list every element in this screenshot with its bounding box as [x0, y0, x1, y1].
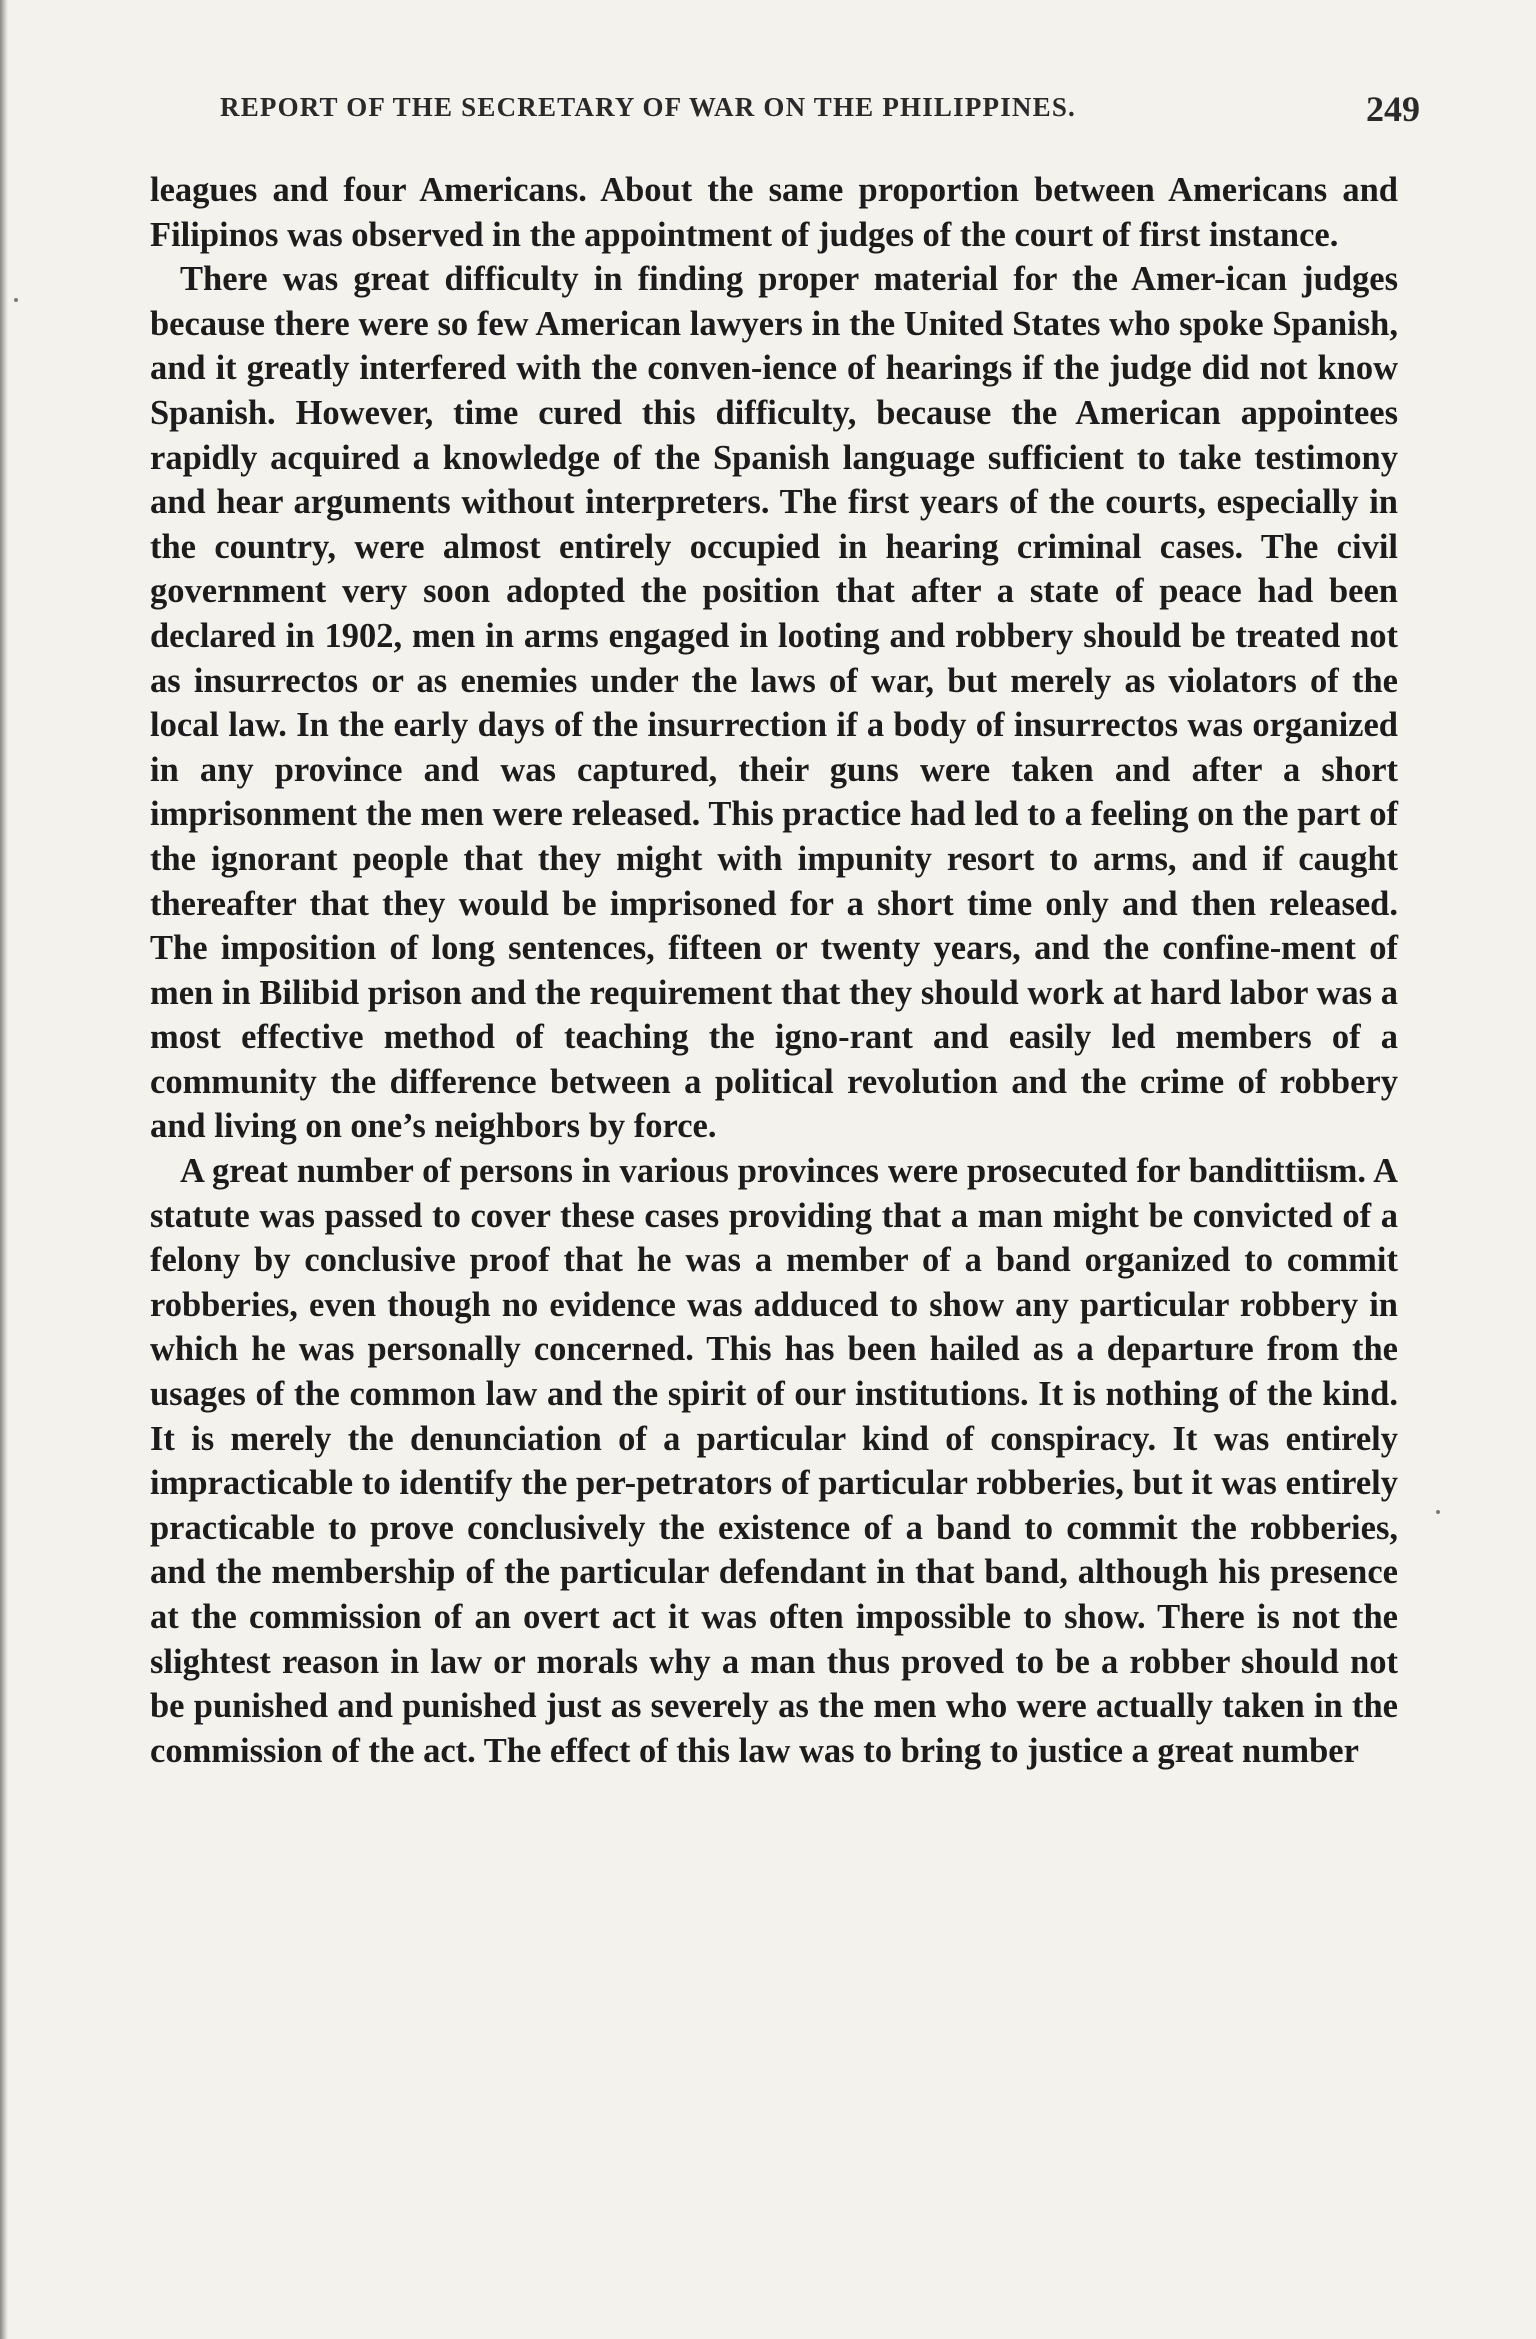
paragraph-banditry: A great number of persons in various provinces were prosecuted for bandittiism. A statute was passed to cover these cases providing that a man might be convicted of a felony by conclusive proof that he was a member of a band organized to commit robberies, even though no evidence was adduced to show any particular robbery in which he was personally concerned. This has been hailed as a departure from the usages of the common law and the spirit of our institutions. It is nothing of the kind. It is merely the denunciation of a particular kind of conspiracy. It was entirely impracticable to identify the per-petrators of particular robberies, but it was entirely practicable to prove conclusively the existence of a band to commit the robberies, and the membership of the particular defendant in that band, although his presence at the commission of an overt act it was often impossible to show. There is not the slightest reason in law or morals why a man thus proved to be a robber should not be punished and punished just as severely as the men who were actually taken in the commission of the act. The effect of this law was to bring to justice a great number — [150, 1152, 1398, 1770]
running-title: REPORT OF THE SECRETARY OF WAR ON THE PHILIPPINES. — [220, 92, 1076, 122]
paragraph-judges: There was great difficulty in finding proper material for the Amer-ican judges because there were so few American lawyers in the United States who spoke Spanish, and it greatly interfered with the conven-ience of hearings if the judge did not know Spanish. However, time cured this difficulty, because the American appointees rapidly acquired a knowledge of the Spanish language sufficient to take testimony and hear arguments without interpreters. The first years of the courts, especially in the country, were almost entirely occupied in hearing criminal cases. The civil government very soon adopted the position that after a state of peace had been declared in 1902, men in arms engaged in looting and robbery should be treated not as insurrectos or as enemies under the laws of war, but merely as violators of the local law. In the early days of the insurrection if a body of insurrectos was organized in any province and was captured, their guns were taken and after a short imprisonment the men were released. This practice had led to a feeling on the part of the ignorant people that they might with impunity resort to arms, and if caught thereafter that they would be imprisoned for a short time only and then released. The imposition of long sentences, fifteen or twenty years, and the confine-ment of men in Bilibid prison and the requirement that they should work at hard labor was a most effective method of teaching the igno-rant and easily led members of a community the difference between a political revolution and the crime of robbery and living on one’s neighbors by force. — [150, 260, 1398, 1146]
scan-speck — [14, 298, 18, 302]
body-text — [150, 168, 1398, 1773]
page-edge-shadow — [0, 0, 8, 2339]
page-number: 249 — [1366, 89, 1420, 129]
running-header — [220, 89, 1420, 132]
scan-speck — [1436, 1510, 1440, 1514]
paragraph-continued: leagues and four Americans. About the same proportion between Americans and Filipinos was observed in the appointment of judges of the court of first instance. — [150, 171, 1398, 254]
